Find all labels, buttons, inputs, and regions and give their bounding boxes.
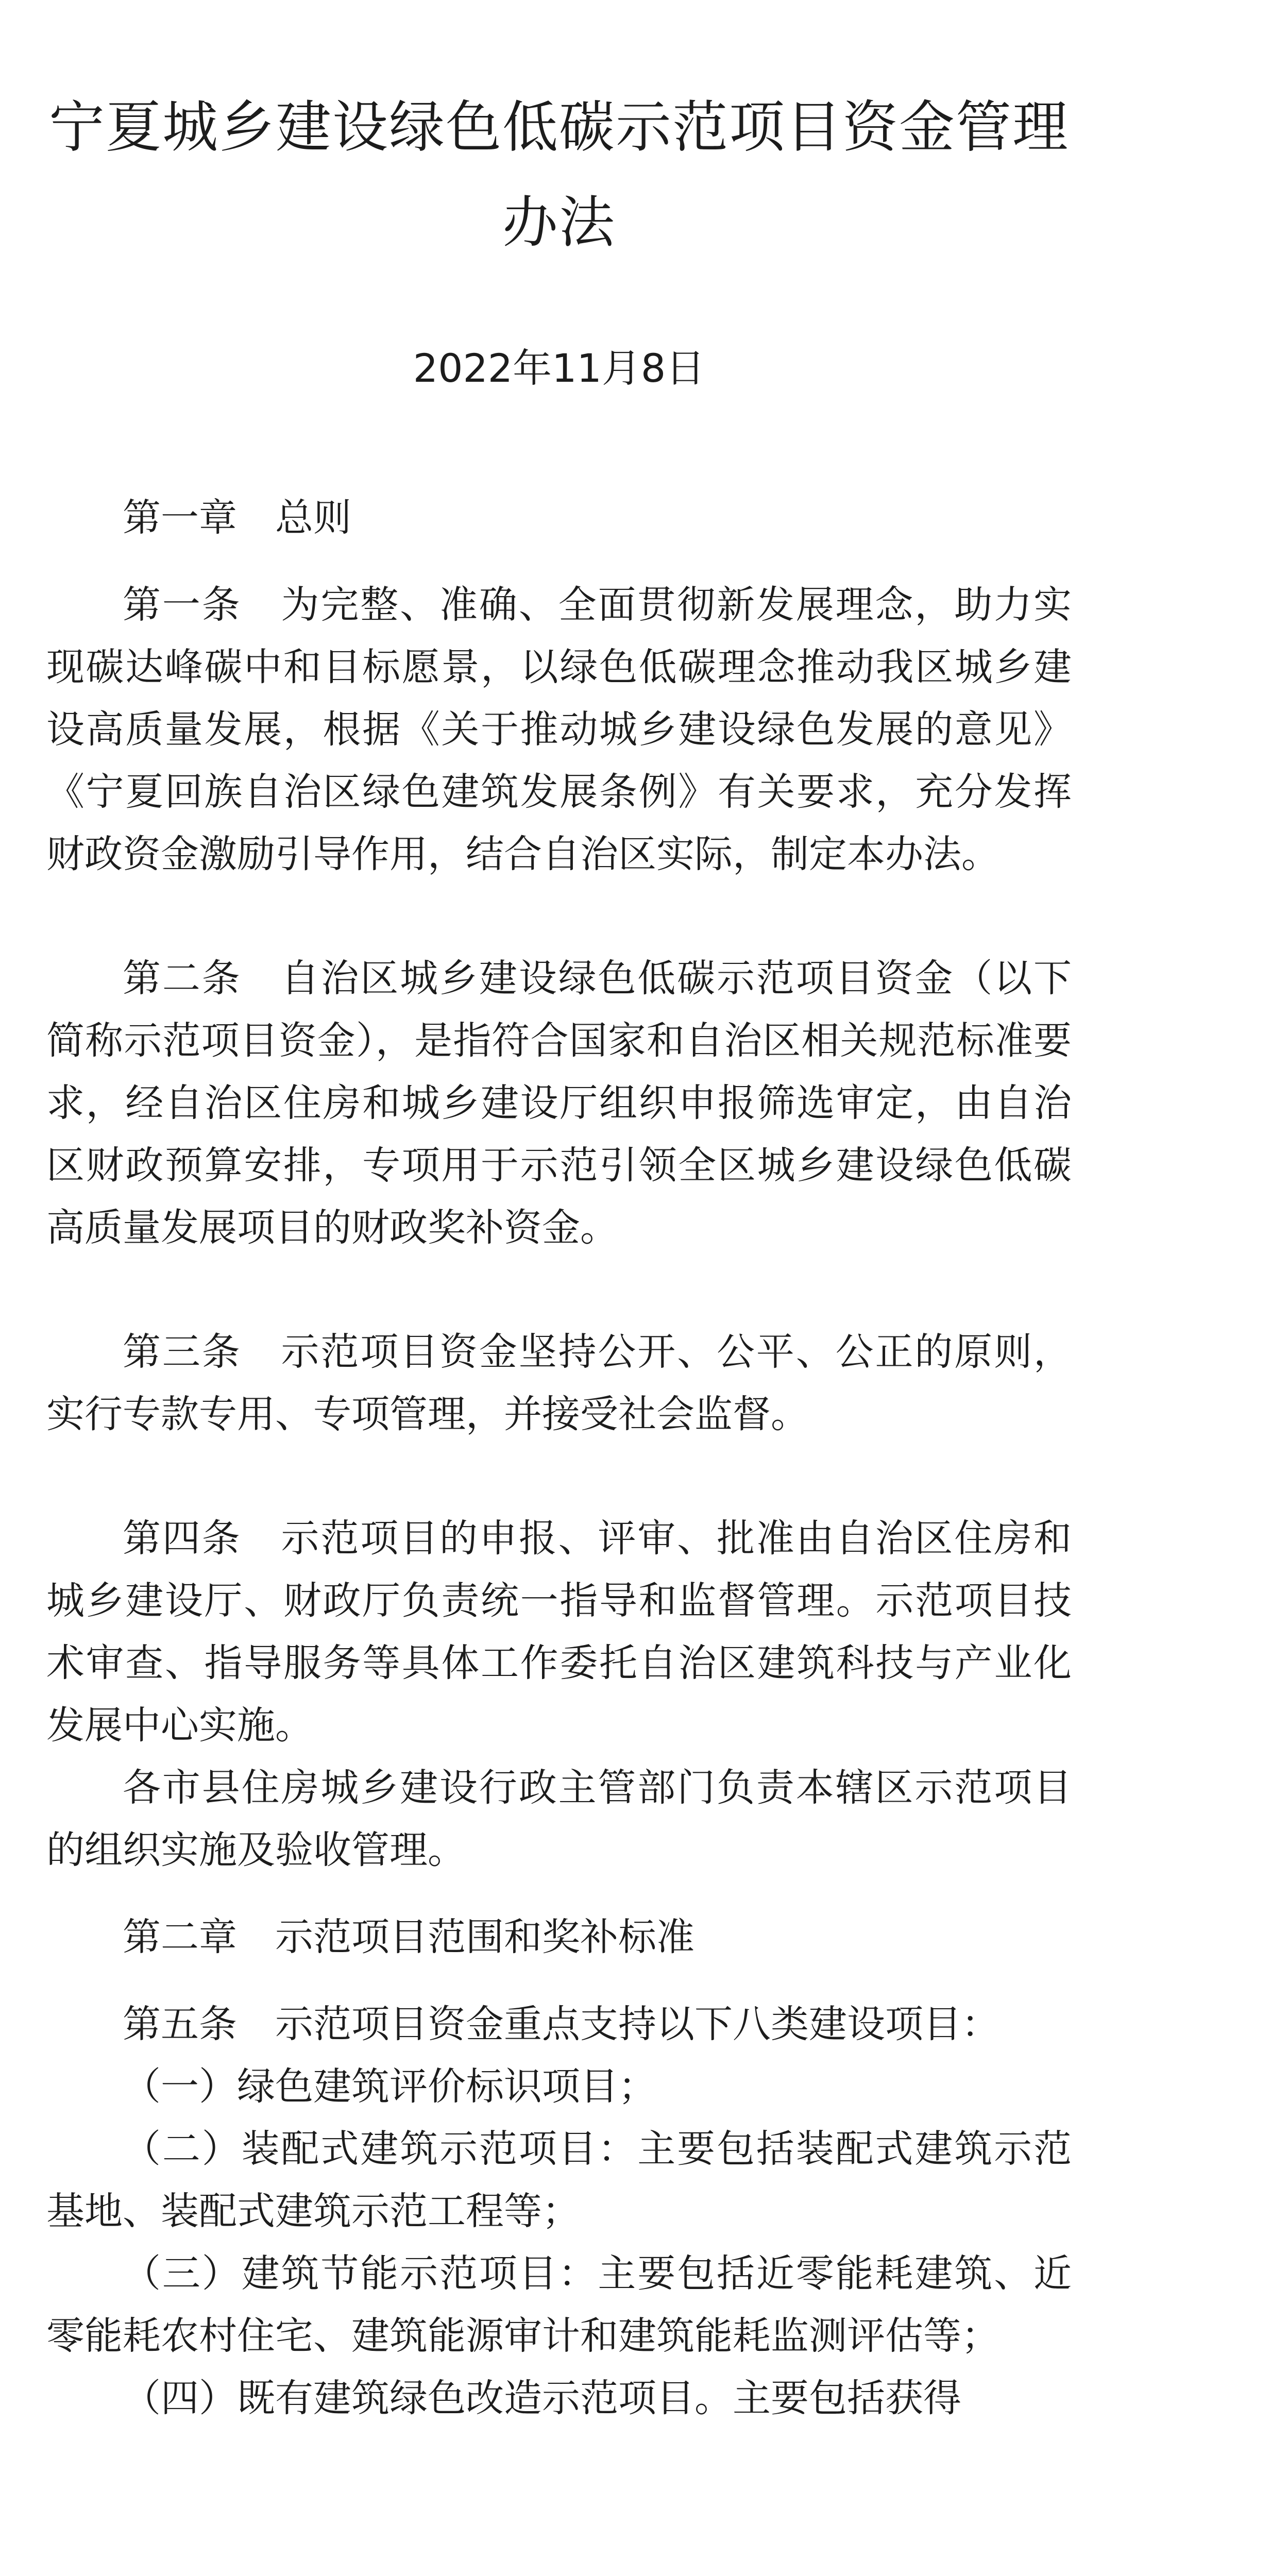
chapter-heading: 第一章 总则	[123, 496, 351, 540]
article-paragraph: 各市县住房城乡建设行政主管部门负责本辖区示范项目的组织实施及验收管理。	[46, 1766, 1072, 1872]
article-paragraph: 第五条 示范项目资金重点支持以下八类建设项目：	[123, 2002, 999, 2046]
list-item: （三）建筑节能示范项目：主要包括近零能耗建筑、近零能耗农村住宅、建筑能源审计和建筑能耗监测评估等；	[46, 2251, 1072, 2358]
list-item: （二）装配式建筑示范项目：主要包括装配式建筑示范基地、装配式建筑示范工程等；	[46, 2127, 1072, 2233]
article-paragraph: 第二条 自治区城乡建设绿色低碳示范项目资金（以下简称示范项目资金），是指符合国家和自治区相关规范标准要求，经自治区住房和城乡建设厅组织申报筛选审定，由自治区财政预算安排，专项用于示范引领全区城乡建设绿色低碳高质量发展项目的财政奖补资金。	[46, 956, 1072, 1250]
document-body	[46, 487, 1072, 2430]
article-paragraph: 第三条 示范项目资金坚持公开、公平、公正的原则，实行专款专用、专项管理，并接受社会监督。	[46, 1330, 1072, 1436]
list-item: （四）既有建筑绿色改造示范项目。主要包括获得	[123, 2376, 961, 2420]
chapter-heading: 第二章 示范项目范围和奖补标准	[123, 1915, 694, 1959]
document-title: 宁夏城乡建设绿色低碳示范项目资金管理办法	[48, 95, 1069, 255]
article-paragraph: 第四条 示范项目的申报、评审、批准由自治区住房和城乡建设厅、财政厅负责统一指导和监督管理。示范项目技术审查、指导服务等具体工作委托自治区建筑科技与产业化发展中心实施。	[46, 1516, 1072, 1748]
article-paragraph: 第一条 为完整、准确、全面贯彻新发展理念，助力实现碳达峰碳中和目标愿景，以绿色低碳理念推动我区城乡建设高质量发展，根据《关于推动城乡建设绿色发展的意见》《宁夏回族自治区绿色建筑发展条例》有关要求，充分发挥财政资金激励引导作用，结合自治区实际，制定本办法。	[46, 583, 1072, 876]
list-item: （一）绿色建筑评价标识项目；	[123, 2064, 656, 2109]
document-date: 2022年11月8日	[413, 345, 705, 391]
